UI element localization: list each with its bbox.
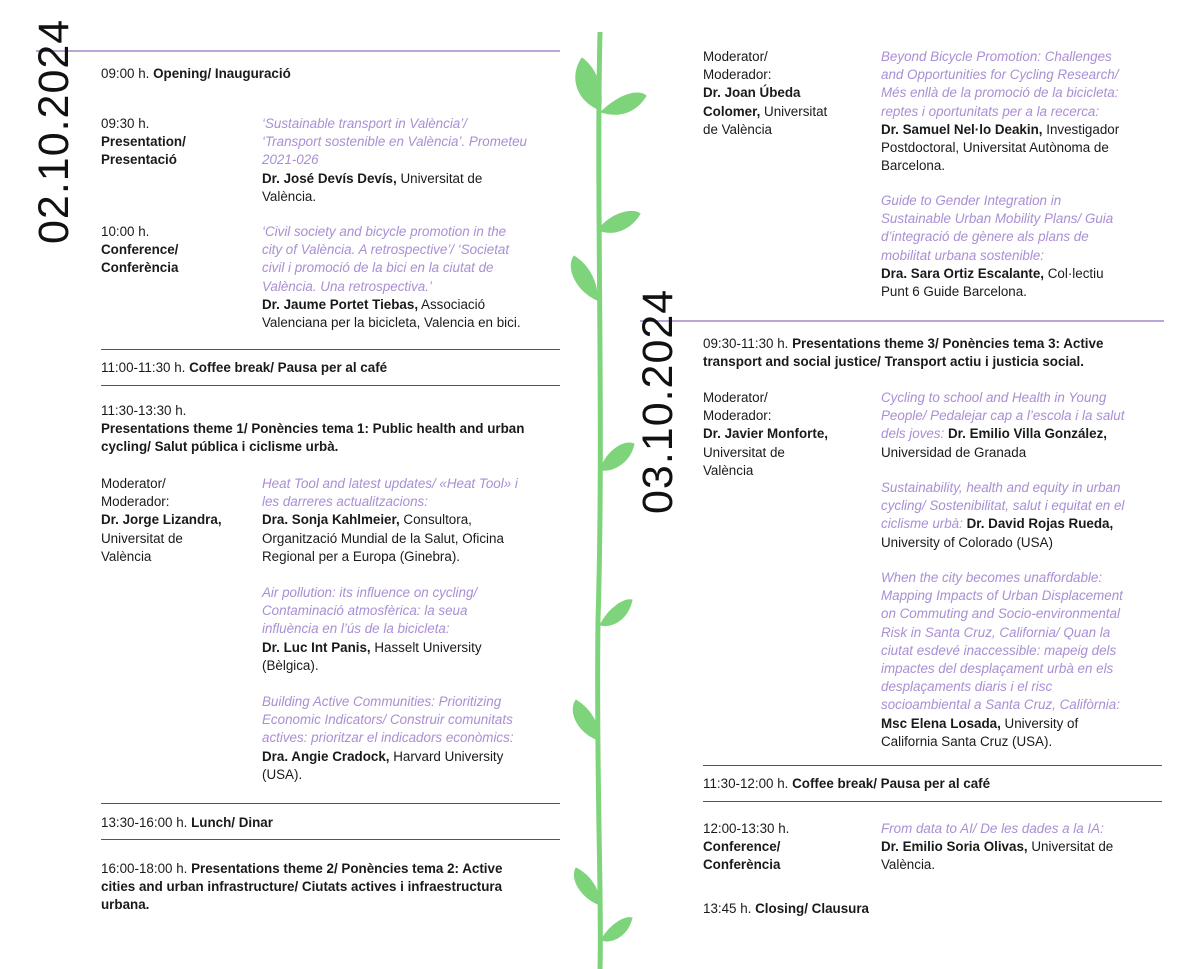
talk-title: city of València. A retrospective’/ ‘Societat: [262, 242, 510, 258]
leaf-icon: [601, 93, 646, 114]
moderator-role: Moderator/: [703, 49, 768, 64]
speaker-affiliation: Investigador: [1042, 121, 1120, 137]
presentation-type: Presentació: [101, 152, 177, 168]
theme2-moderator: [703, 48, 827, 139]
day2-date: 03.10.2024: [634, 288, 682, 514]
speaker-affiliation: Hasselt University: [370, 639, 482, 655]
moderator-affiliation: Universitat de: [101, 530, 183, 546]
theme1-talk-2: [262, 584, 562, 675]
talk-title: Guide to Gender Integration in: [881, 193, 1062, 208]
moderator-affiliation: Universitat: [760, 103, 828, 119]
speaker-affiliation: Harvard University: [389, 748, 504, 764]
speaker-affiliation: Postdoctoral, Universitat Autònoma de: [881, 140, 1109, 156]
theme1-moderator: [101, 475, 222, 566]
talk-title: Heat Tool and latest updates/ «Heat Tool» i: [262, 476, 518, 491]
theme1-time: 11:30-13:30 h.: [101, 403, 187, 418]
talk-title: d’integració de gènere als plans de: [881, 229, 1089, 245]
talk-title: Sustainability, health and equity in urban: [881, 480, 1121, 495]
theme2-talk-2: [881, 192, 1181, 301]
lunch-row: [101, 814, 273, 832]
theme3-talk-2: [881, 479, 1181, 552]
speaker-name: Dra. Angie Cradock,: [262, 748, 390, 764]
talk-title: ciutat esdevé inaccessible: mapeig dels: [881, 642, 1117, 658]
divider: [703, 765, 1162, 766]
talk-title: reptes i oportunitats per a la recerca:: [881, 103, 1100, 119]
theme1-talk-1: [262, 475, 562, 566]
speaker-affiliation: Barcelona.: [881, 158, 946, 174]
speaker-name: Dr. Jaume Portet Tiebas,: [262, 296, 419, 312]
leaf-icon: [574, 868, 600, 905]
conference2-detail: [881, 820, 1181, 875]
speaker-affiliation: Punt 6 Guide Barcelona.: [881, 284, 1027, 300]
talk-title: Beyond Bicycle Promotion: Challenges: [881, 49, 1112, 64]
speaker-affiliation: (Bèlgica).: [262, 657, 319, 673]
moderator-name: Dr. Jorge Lizandra,: [101, 512, 222, 528]
theme2-talk-1: [881, 48, 1181, 175]
speaker-affiliation: University of: [1000, 715, 1079, 731]
coffee-time: 11:00-11:30 h.: [101, 360, 186, 375]
talk-title: ‘Civil society and bicycle promotion in the: [262, 224, 507, 239]
talk-title: influència en l’ús de la bicicleta:: [262, 621, 450, 637]
theme1-title: cycling/ Salut pública i ciclisme urbà.: [101, 439, 339, 455]
conference-type: Conferència: [101, 260, 179, 276]
opening-time: 09:00 h.: [101, 66, 150, 81]
speaker-name: Dr. Emilio Villa González,: [944, 426, 1107, 442]
moderator-affiliation: València: [703, 462, 754, 478]
lunch-label: Lunch/ Dinar: [191, 815, 273, 830]
closing-label: Closing/ Clausura: [755, 901, 869, 916]
talk-title: Building Active Communities: Prioritizing: [262, 694, 502, 709]
conference-type: Conferència: [703, 857, 781, 873]
talk-title: dels joves:: [881, 426, 945, 442]
speaker-name: Dr. José Devís Devís,: [262, 170, 397, 186]
divider: [101, 349, 560, 350]
speaker-affiliation: Universitat de: [1027, 839, 1114, 855]
theme2-header: [101, 860, 502, 915]
speaker-affiliation: Universidad de Granada: [881, 444, 1027, 460]
speaker-affiliation: University of Colorado (USA): [881, 534, 1053, 550]
talk-title: cycling/ Sostenibilitat, salut i equitat en el: [881, 498, 1125, 514]
talk-title: Economic Indicators/ Construir comunitats: [262, 712, 513, 728]
talk-title: From data to AI/ De les dades a la IA:: [881, 821, 1104, 836]
talk-title: Air pollution: its influence on cycling/: [262, 585, 478, 600]
theme3-title: transport and social justice/ Transport actiu i justicia social.: [703, 354, 1084, 370]
moderator-affiliation: Universitat de: [703, 444, 785, 460]
speaker-name: Dr. David Rojas Rueda,: [962, 516, 1114, 532]
speaker-affiliation: California Santa Cruz (USA).: [881, 733, 1053, 749]
talk-title: Mapping Impacts of Urban Displacement: [881, 588, 1123, 604]
talk-title: les darreres actualitzacions:: [262, 494, 428, 510]
moderator-role: Moderator/: [703, 390, 768, 405]
opening-row: [101, 65, 291, 83]
day2-top-rule: [640, 320, 1164, 322]
presentation-meta: [101, 115, 186, 170]
talk-title: Sustainable Urban Mobility Plans/ Guia: [881, 211, 1114, 227]
speaker-name: Dr. Samuel Nel·lo Deakin,: [881, 121, 1043, 137]
day1-top-rule: [36, 50, 560, 52]
leaf-icon: [571, 256, 597, 300]
speaker-affiliation: Col·lectiu: [1044, 265, 1104, 281]
speaker-name: Msc Elena Losada,: [881, 715, 1001, 731]
lunch-time: 13:30-16:00 h.: [101, 815, 188, 830]
theme3-talk-1: [881, 389, 1181, 462]
theme2-time: 16:00-18:00 h.: [101, 861, 188, 876]
moderator-role: Moderador:: [101, 494, 170, 510]
speaker-affiliation: Organització Mundial de la Salut, Oficina: [262, 530, 504, 546]
talk-title: ‘Sustainable transport in València’/: [262, 116, 467, 131]
talk-title: civil i promoció de la bici en la ciutat de: [262, 260, 494, 276]
talk-title: ciclisme urbà:: [881, 516, 963, 532]
moderator-affiliation: València: [101, 548, 152, 564]
talk-title: impactes del desplaçament urbà en els: [881, 661, 1114, 677]
talk-title: actives: prioritzar el indicadors econòmics:: [262, 730, 514, 746]
moderator-affiliation: de València: [703, 121, 772, 137]
moderator-role: Moderador:: [703, 408, 772, 424]
speaker-name: Dr. Luc Int Panis,: [262, 639, 371, 655]
theme3-title: Presentations theme 3/ Ponències tema 3: Active: [788, 336, 1104, 351]
theme3-time: 09:30-11:30 h.: [703, 336, 789, 351]
leaf-icon: [601, 918, 632, 941]
leaf-icon: [598, 211, 640, 232]
conference-type: Conference/: [101, 242, 179, 258]
divider: [703, 801, 1162, 802]
coffee-label: Coffee break/ Pausa per al café: [189, 360, 388, 375]
talk-title: socioambiental a Santa Cruz, Califòrnia:: [881, 697, 1120, 713]
day1-date: 02.10.2024: [30, 18, 78, 244]
coffee-time: 11:30-12:00 h.: [703, 776, 789, 791]
leaf-icon: [600, 443, 634, 470]
theme2-title: cities and urban infrastructure/ Ciutats actives i infraestructura: [101, 879, 503, 895]
opening-label: Opening/ Inauguració: [153, 66, 291, 81]
speaker-affiliation: Universitat de: [396, 170, 483, 186]
conference2-meta: [703, 820, 789, 875]
divider: [101, 385, 560, 386]
talk-title: mobilitat urbana sostenible:: [881, 247, 1045, 263]
talk-title: Contaminació atmosfèrica: la seua: [262, 603, 468, 619]
conference-type: Conference/: [703, 839, 781, 855]
talk-title: on Commuting and Socio-environmental: [881, 606, 1120, 622]
theme3-moderator: [703, 389, 828, 480]
speaker-name: Dr. Emilio Soria Olivas,: [881, 839, 1028, 855]
closing-row: [703, 900, 869, 918]
talk-title: desplaçaments diaris i el risc: [881, 679, 1053, 695]
leaf-icon: [573, 700, 598, 740]
theme3-header: [703, 335, 1103, 371]
moderator-name: Dr. Javier Monforte,: [703, 426, 829, 442]
presentation-type: Presentation/: [101, 134, 186, 150]
theme1-talk-3: [262, 693, 562, 784]
talk-title: 2021-026: [262, 152, 319, 168]
conference-detail: [262, 223, 562, 332]
speaker-affiliation: València.: [881, 857, 936, 873]
talk-title: ‘Transport sostenible en València’. Prometeu: [262, 134, 527, 150]
talk-title: Cycling to school and Health in Young: [881, 390, 1107, 405]
talk-title: and Opportunities for Cycling Research/: [881, 67, 1119, 83]
talk-title: Risk in Santa Cruz, California/ Quan la: [881, 624, 1111, 640]
coffee2-row: [703, 775, 990, 793]
speaker-name: Dra. Sonja Kahlmeier,: [262, 512, 400, 528]
conference-meta: [101, 223, 178, 278]
moderator-role: Moderator/: [101, 476, 166, 491]
theme2-title: urbana.: [101, 897, 150, 913]
speaker-name: Dra. Sara Ortiz Escalante,: [881, 265, 1044, 281]
coffee-row: [101, 359, 387, 377]
leaf-icon: [600, 600, 632, 626]
speaker-affiliation: Valenciana per la bicicleta, Valencia en bici.: [262, 315, 521, 331]
theme2-title: Presentations theme 2/ Ponències tema 2: Active: [187, 861, 503, 876]
conference-time: 12:00-13:30 h.: [703, 821, 790, 836]
conference-time: 10:00 h.: [101, 224, 150, 239]
speaker-affiliation: Consultora,: [399, 512, 472, 528]
closing-time: 13:45 h.: [703, 901, 752, 916]
presentation-detail: [262, 115, 562, 206]
moderator-role: Moderador:: [703, 67, 772, 83]
theme1-title: Presentations theme 1/ Ponències tema 1: Public health and urban: [101, 421, 525, 437]
speaker-affiliation: València.: [262, 188, 317, 204]
talk-title: València. Una retrospectiva.’: [262, 278, 432, 294]
speaker-affiliation: Regional per a Europa (Ginebra).: [262, 548, 460, 564]
coffee-label: Coffee break/ Pausa per al café: [792, 776, 991, 791]
moderator-name: Colomer,: [703, 103, 761, 119]
moderator-name: Dr. Joan Úbeda: [703, 85, 801, 101]
talk-title: Més enllà de la promoció de la bicicleta:: [881, 85, 1119, 101]
divider: [101, 803, 560, 804]
speaker-affiliation: (USA).: [262, 766, 303, 782]
talk-title: People/ Pedalejar cap a l’escola i la salut: [881, 408, 1125, 424]
speaker-affiliation: Associació: [418, 296, 486, 312]
divider: [101, 839, 560, 840]
theme1-header: [101, 402, 524, 457]
talk-title: When the city becomes unaffordable:: [881, 570, 1103, 585]
theme3-talk-3: [881, 569, 1181, 751]
presentation-time: 09:30 h.: [101, 116, 150, 131]
